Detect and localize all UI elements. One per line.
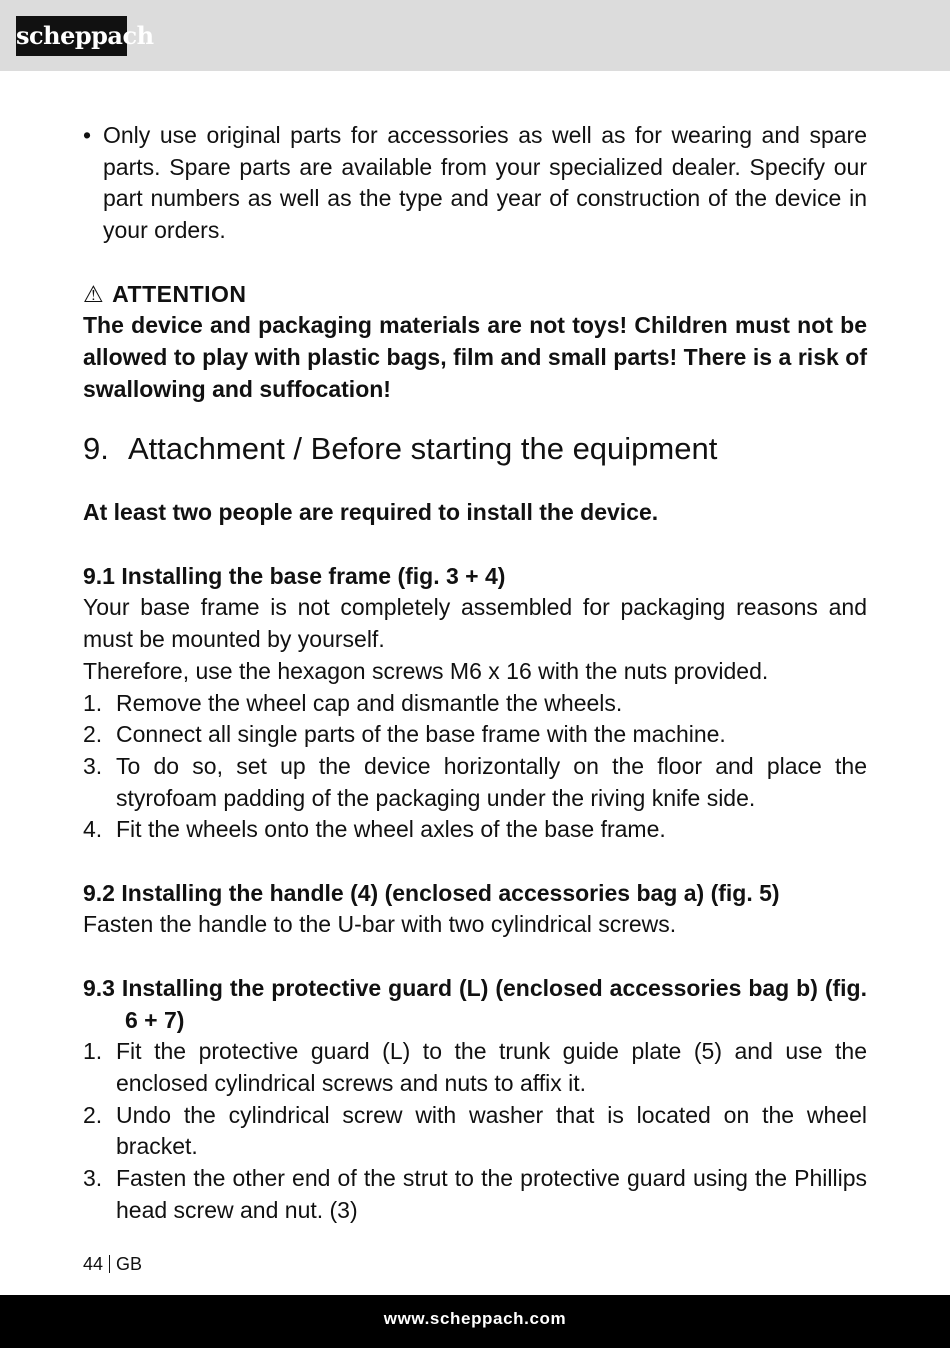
- list-text: Undo the cylindrical screw with washer that is located on the wheel bracket.: [116, 1101, 867, 1160]
- attention-heading: [83, 279, 867, 311]
- bullet-mark: •: [83, 122, 92, 148]
- attention-text: The device and packaging materials are not toys! Children must not be allowed to play with plastic bags, film and small parts! There is a risk of swallowing and suffocation!: [83, 312, 867, 402]
- list-item: [83, 751, 867, 814]
- section-title: [83, 429, 867, 469]
- list-item: [83, 719, 867, 751]
- list-item: [83, 1100, 867, 1163]
- list-number: 1.: [83, 1038, 103, 1065]
- page-footer: [0, 1295, 950, 1348]
- language-code: GB: [116, 1254, 143, 1274]
- bullet-text: Only use original parts for accessories as well as for wearing and spare parts. Spare parts are available from your specialized dealer. Specify our part numbers as well as the type and year of construction of the device in your orders.: [103, 122, 867, 244]
- subsection-heading-9-2: 9.2 Installing the handle (4) (enclosed accessories bag a) (fig. 5): [83, 879, 780, 906]
- list-text: To do so, set up the device horizontally on the floor and place the styrofoam padding of the packaging under the riving knife side.: [116, 752, 867, 811]
- list-number: 2.: [83, 1101, 103, 1128]
- paragraph: Fasten the handle to the U-bar with two cylindrical screws.: [83, 911, 677, 938]
- subsection-heading-9-3: 9.3 Installing the protective guard (L) (enclosed accessories bag b) (fig. 6 + 7): [83, 974, 867, 1033]
- page-content: [83, 120, 867, 1226]
- attention-title: ATTENTION: [112, 280, 247, 307]
- list-text: Fit the protective guard (L) to the trunk guide plate (5) and use the enclosed cylindrical screws and nuts to affix it.: [116, 1038, 867, 1096]
- list-text: Connect all single parts of the base frame with the machine.: [116, 721, 726, 748]
- list-item: [83, 814, 867, 846]
- list-text: Fit the wheels onto the wheel axles of the base frame.: [116, 816, 666, 843]
- list-item: [83, 688, 867, 720]
- list-number: 4.: [83, 816, 103, 843]
- warning-icon: ⚠: [83, 280, 105, 307]
- list-text: Remove the wheel cap and dismantle the wheels.: [116, 689, 623, 716]
- paragraph: Your base frame is not completely assembled for packaging reasons and must be mounted by yourself.: [83, 594, 867, 653]
- page-header: [0, 0, 950, 71]
- website-url: www.scheppach.com: [383, 1309, 567, 1328]
- list-text: Fasten the other end of the strut to the protective guard using the Phillips head screw and nut. (3): [116, 1165, 867, 1223]
- subsection-heading-9-1: 9.1 Installing the base frame (fig. 3 + 4): [83, 562, 506, 589]
- list-number: 1.: [83, 689, 103, 716]
- paragraph: Therefore, use the hexagon screws M6 x 16 with the nuts provided.: [83, 657, 769, 684]
- list-item: [83, 1163, 867, 1226]
- page-number: [83, 1253, 142, 1275]
- section-number: 9.: [83, 431, 109, 467]
- divider: [109, 1255, 110, 1273]
- list-number: 3.: [83, 752, 103, 779]
- list-number: 3.: [83, 1165, 103, 1192]
- page-number-value: 44: [83, 1254, 104, 1274]
- section-title-text: Attachment / Before starting the equipment: [128, 431, 718, 467]
- bullet-item: [83, 120, 867, 247]
- section-note: At least two people are required to install the device.: [83, 499, 659, 526]
- list-item: [83, 1036, 867, 1099]
- list-number: 2.: [83, 721, 103, 748]
- brand-logo: scheppach: [16, 16, 127, 56]
